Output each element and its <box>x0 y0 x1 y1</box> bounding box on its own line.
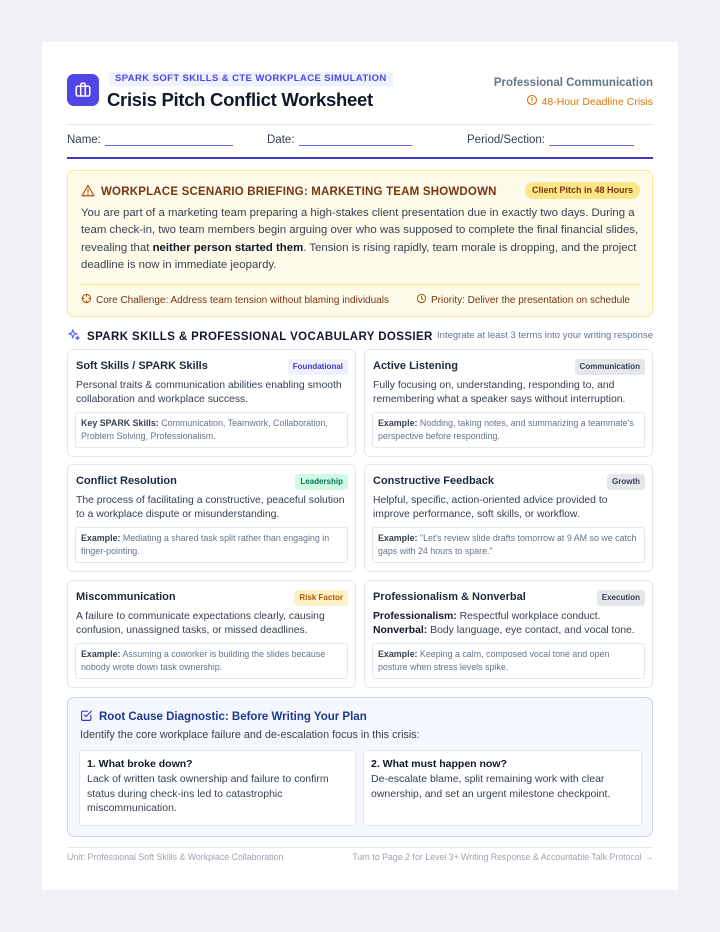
footer-unit: Unit: Professional Soft Skills & Workplace Collaboration <box>67 852 284 862</box>
example-text: Keeping a calm, composed vocal tone and open posture when stress levels spike. <box>378 649 610 672</box>
card-title: Soft Skills / SPARK Skills <box>76 360 208 372</box>
vocab-card-miscommunication <box>67 580 356 688</box>
checkbox-icon <box>80 709 93 725</box>
footer-next-page: Turn to Page 2 for Level 3+ Writing Response & Accountable Talk Protocol → <box>352 852 653 862</box>
core-challenge-text: Core Challenge: Address team tension without blaming individuals <box>96 294 389 306</box>
briefcase-icon <box>67 74 99 106</box>
example-label: Example: <box>81 649 121 659</box>
card-example <box>75 527 348 563</box>
priority-text: Priority: Deliver the presentation on schedule <box>431 294 630 306</box>
card-example <box>372 527 645 563</box>
name-line[interactable] <box>105 135 233 146</box>
card-description: The process of facilitating a constructive, peaceful solution to a workplace dispute or misunderstanding. <box>76 495 345 520</box>
alert-circle-icon <box>526 94 538 109</box>
question-2-title: 2. What must happen now? <box>371 758 507 770</box>
card-tag: Growth <box>607 474 645 490</box>
student-info-fields <box>67 132 653 156</box>
date-field[interactable] <box>267 134 412 146</box>
nonverbal-line <box>373 624 644 638</box>
period-field[interactable] <box>467 134 634 146</box>
card-title: Miscommunication <box>76 591 176 603</box>
briefing-text <box>81 205 639 274</box>
example-label: Example: <box>378 533 418 543</box>
deadline-text: 48-Hour Deadline Crisis <box>541 95 653 108</box>
example-label: Example: <box>378 649 418 659</box>
scenario-briefing <box>67 170 653 317</box>
card-example <box>372 412 645 448</box>
card-example <box>372 643 645 679</box>
core-challenge <box>81 293 389 307</box>
briefing-text-emphasis: neither person started them <box>152 241 304 254</box>
card-example <box>75 643 348 679</box>
target-icon <box>81 293 92 307</box>
worksheet-page <box>42 42 678 890</box>
card-description: Fully focusing on, understanding, responding to, and remembering what a speaker says without interruption. <box>373 380 626 405</box>
example-text: "Let's review slide drafts tomorrow at 9 AM so we catch gaps with 24 hours to spare." <box>378 533 637 556</box>
example-label: Key SPARK Skills: <box>81 418 159 428</box>
name-label: Name: <box>67 134 101 146</box>
clock-icon <box>416 293 427 307</box>
example-text: Assuming a coworker is building the slides because nobody wrote down task ownership. <box>81 649 326 672</box>
deadline-label <box>526 94 653 109</box>
card-description: A failure to communicate expectations clearly, causing confusion, unassigned tasks, or missed deadlines. <box>76 611 325 636</box>
sparkle-icon <box>67 328 81 345</box>
nonverbal-label: Nonverbal: <box>373 625 428 636</box>
vocab-note: Integrate at least 3 terms into your writing response <box>437 330 653 341</box>
root-cause-subtitle: Identify the core workplace failure and de-escalation focus in this crisis: <box>80 729 420 741</box>
card-description: Helpful, specific, action-oriented advice provided to improve performance, soft skills, or workflow. <box>373 495 608 520</box>
question-1-title: 1. What broke down? <box>87 758 193 770</box>
subject-label: Professional Communication <box>493 77 653 89</box>
root-question-1 <box>79 750 356 826</box>
warning-triangle-icon <box>81 184 95 200</box>
footer-divider <box>67 847 653 848</box>
card-tag: Risk Factor <box>294 590 348 606</box>
question-2-answer: De-escalate blame, split remaining work with clear ownership, and set an urgent milestone checkpoint. <box>371 773 611 800</box>
briefing-text-part1: You are part of a marketing team preparing a high-stakes client presentation due in exactly two days. During a team check-in, two team members begin arguing over who was supposed to complete the final financial slides, revealing that <box>81 207 639 254</box>
card-title: Professionalism & Nonverbal <box>373 591 526 603</box>
briefing-badge: Client Pitch in 48 Hours <box>525 182 640 199</box>
professionalism-line <box>373 610 644 624</box>
briefing-heading-text: WORKPLACE SCENARIO BRIEFING: MARKETING TEAM SHOWDOWN <box>101 186 497 198</box>
briefing-text-part2: . Tension is rising rapidly, team morale is dropping, and the project deadline is now in immediate jeopardy. <box>81 241 637 271</box>
card-title: Active Listening <box>373 360 458 372</box>
card-tag: Foundational <box>288 359 348 375</box>
page-title: Crisis Pitch Conflict Worksheet <box>107 89 373 110</box>
date-label: Date: <box>267 134 295 146</box>
example-text: Nodding, taking notes, and summarizing a teammate's perspective before responding. <box>378 418 634 441</box>
vocab-heading <box>67 328 433 345</box>
root-cause-heading <box>80 709 367 725</box>
worksheet-kicker: SPARK SOFT SKILLS & CTE WORKPLACE SIMULATION <box>109 72 393 86</box>
card-description <box>373 610 644 638</box>
root-cause-heading-text: Root Cause Diagnostic: Before Writing Your Plan <box>99 711 367 723</box>
vocab-card-professionalism <box>364 580 653 688</box>
name-field[interactable] <box>67 134 233 146</box>
card-example <box>75 412 348 448</box>
example-label: Example: <box>378 418 418 428</box>
card-description: Personal traits & communication abilities enabling smooth collaboration and workplace success. <box>76 380 342 405</box>
briefing-divider <box>81 284 639 285</box>
period-label: Period/Section: <box>467 134 545 146</box>
card-title: Conflict Resolution <box>76 475 177 487</box>
header-divider <box>67 124 653 125</box>
card-tag: Communication <box>575 359 645 375</box>
question-1-answer: Lack of written task ownership and failure to confirm status during check-ins led to catastrophic miscommunication. <box>87 773 329 814</box>
priority <box>416 293 630 307</box>
professionalism-text: Respectful workplace conduct. <box>456 611 601 622</box>
root-cause-diagnostic <box>67 697 653 837</box>
professionalism-label: Professionalism: <box>373 611 457 622</box>
briefing-heading <box>81 184 497 200</box>
example-label: Example: <box>81 533 121 543</box>
vocab-card-constructive-feedback <box>364 464 653 572</box>
vocab-card-soft-skills <box>67 349 356 457</box>
root-question-2 <box>363 750 642 826</box>
card-tag: Leadership <box>295 474 348 490</box>
period-line[interactable] <box>549 135 634 146</box>
fields-divider <box>67 157 653 159</box>
card-tag: Execution <box>597 590 645 606</box>
example-text: Communication, Teamwork, Collaboration, Problem Solving, Professionalism. <box>81 418 328 441</box>
vocab-card-conflict-resolution <box>67 464 356 572</box>
vocab-card-active-listening <box>364 349 653 457</box>
date-line[interactable] <box>299 135 412 146</box>
card-title: Constructive Feedback <box>373 475 495 487</box>
example-text: Mediating a shared task split rather than engaging in finger-pointing. <box>81 533 330 556</box>
nonverbal-text: Body language, eye contact, and vocal tone. <box>427 625 635 636</box>
vocab-heading-text: SPARK SKILLS & PROFESSIONAL VOCABULARY DOSSIER <box>87 330 433 343</box>
